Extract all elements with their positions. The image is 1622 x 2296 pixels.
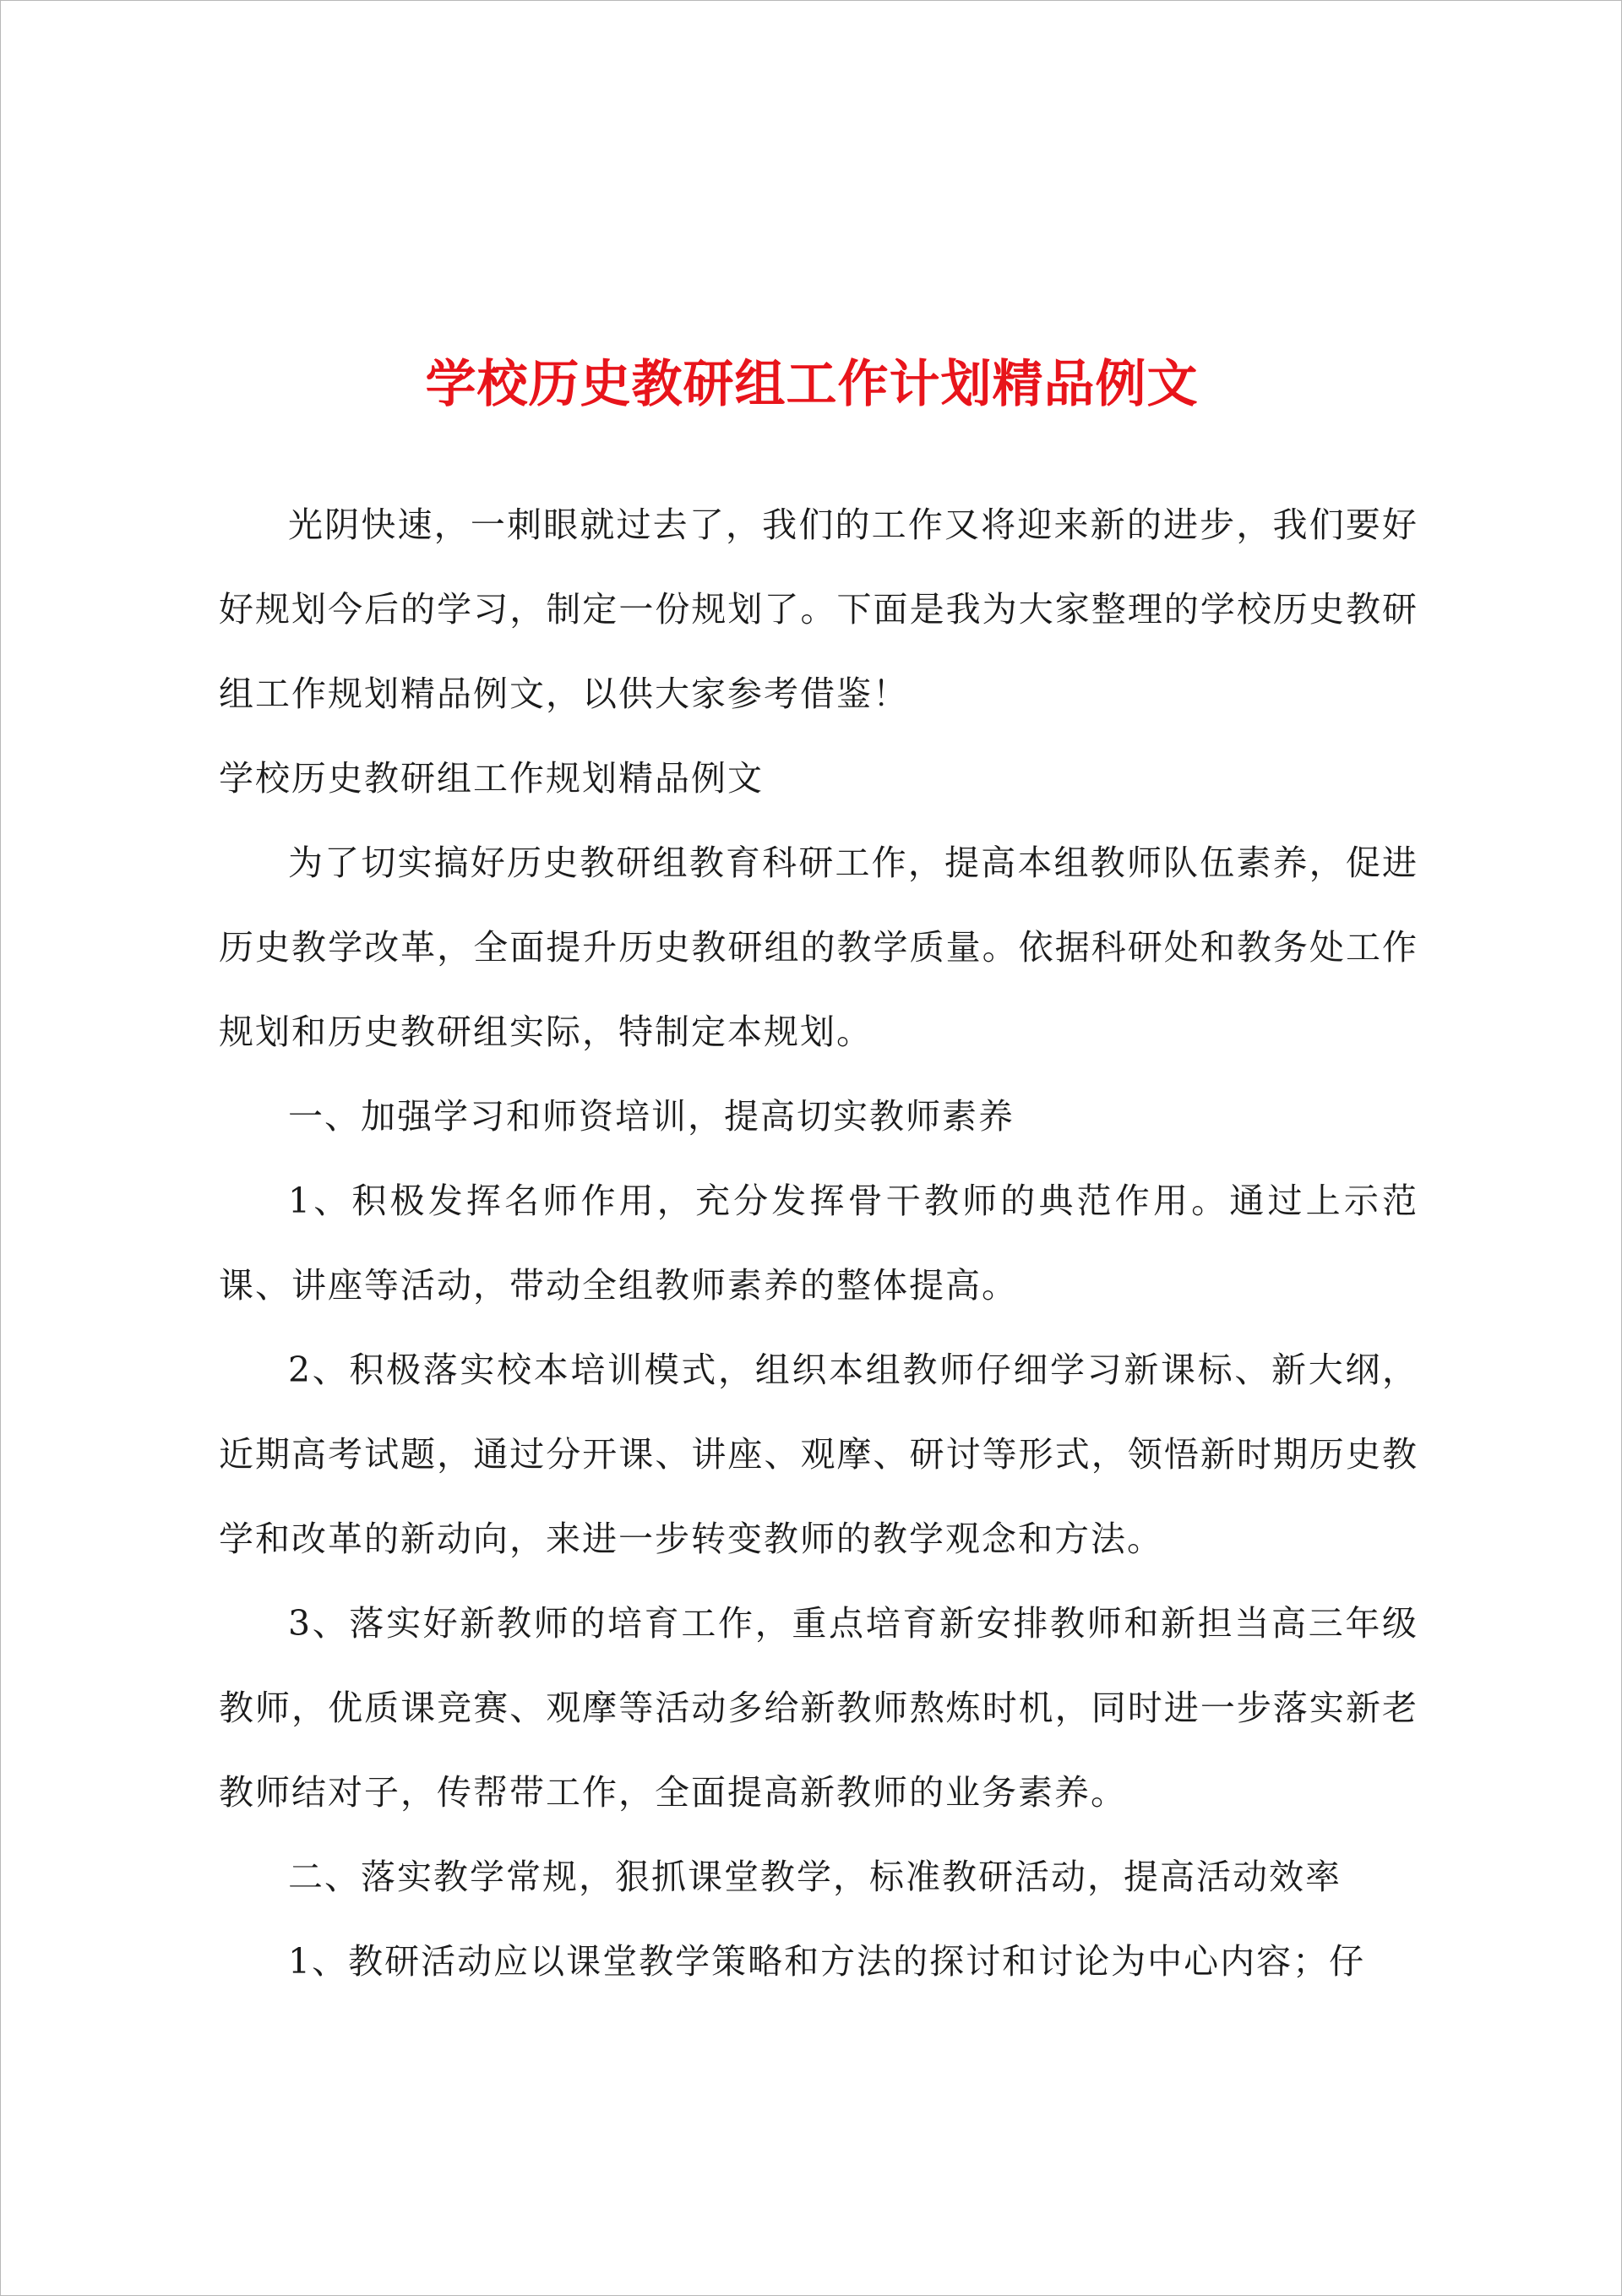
paragraph-purpose: 为了切实搞好历史教研组教育科研工作，提高本组教师队伍素养，促进历史教学改革，全面提升历史教研组的教学质量。依据科研处和教务处工作规划和历史教研组实际，特制定本规划。 — [219, 843, 1418, 1052]
document-title: 学校历史教研组工作计划精品例文 — [425, 355, 1199, 414]
paragraph-item-1-3: 3、落实好新教师的培育工作，重点培育新安排教师和新担当高三年级教师，优质课竞赛、观摩等活动多给新教师熬炼时机，同时进一步落实新老教师结对子，传帮带工作，全面提高新教师的业务素养。 — [219, 1603, 1418, 1813]
paragraph-item-2-1: 1、教研活动应以课堂教学策略和方法的探讨和讨论为中心内容；仔 — [288, 1941, 1366, 1982]
section-heading-1: 一、加强学习和师资培训，提高切实教师素养 — [288, 1096, 1015, 1137]
paragraph-subtitle: 学校历史教研组工作规划精品例文 — [219, 758, 764, 799]
section-heading-2: 二、落实教学常规，狠抓课堂教学，标准教研活动，提高活动效率 — [288, 1857, 1342, 1897]
document-body — [219, 483, 1418, 2004]
paragraph-item-1-2: 2、积极落实校本培训模式，组织本组教师仔细学习新课标、新大纲，近期高考试题，通过分开课、讲座、观摩、研讨等形式，领悟新时期历史教学和改革的新动向，来进一步转变教师的教学观念和方法。 — [219, 1350, 1418, 1559]
paragraph-item-1-1: 1、积极发挥名师作用，充分发挥骨干教师的典范作用。通过上示范课、讲座等活动，带动全组教师素养的整体提高。 — [219, 1181, 1418, 1306]
paragraph-intro: 光阴快速，一刺眼就过去了，我们的工作又将迎来新的进步，我们要好好规划今后的学习，制定一份规划了。下面是我为大家整理的学校历史教研组工作规划精品例文，以供大家参考借鉴！ — [219, 504, 1418, 714]
